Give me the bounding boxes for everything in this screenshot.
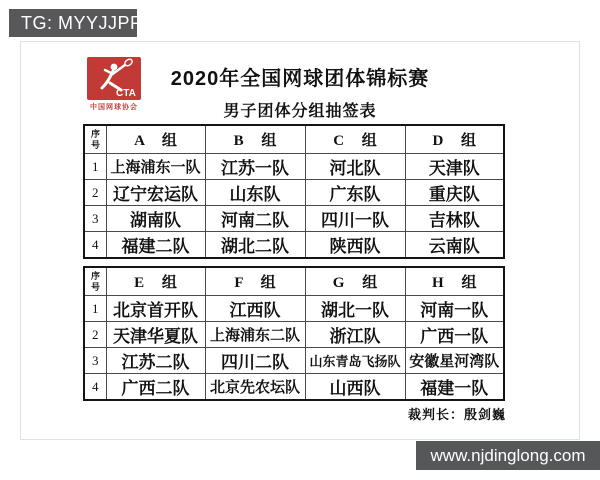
team-name: 上海浦东一队 [110, 159, 201, 176]
team-name: 四川二队 [221, 353, 289, 372]
team-cell [205, 322, 305, 348]
team-name: 安徽星河湾队 [409, 353, 500, 370]
seq-cell: 1 [84, 296, 106, 322]
team-cell [305, 180, 405, 206]
group-header-cell: E 组 [106, 267, 205, 296]
team-cell [305, 206, 405, 232]
table-row [84, 374, 504, 401]
team-cell [106, 154, 205, 180]
cta-org-name: 中国网球协会 [90, 104, 138, 111]
team-cell [405, 206, 504, 232]
team-cell [205, 348, 305, 374]
seq-header-cell: 序号 [84, 125, 106, 154]
team-cell [205, 296, 305, 322]
team-name: 上海浦东二队 [209, 327, 300, 344]
team-cell [106, 322, 205, 348]
team-cell [205, 374, 305, 401]
team-name: 天津华夏队 [113, 327, 198, 346]
team-cell [405, 374, 504, 401]
team-name: 河南二队 [221, 211, 289, 230]
team-cell [106, 296, 205, 322]
seq-cell: 3 [84, 206, 106, 232]
page-title: 2020年全国网球团体锦标赛 [170, 68, 430, 90]
team-cell [405, 296, 504, 322]
team-cell [405, 232, 504, 259]
seq-cell: 4 [84, 232, 106, 259]
team-name: 北京先农坛队 [209, 379, 300, 396]
team-name: 山西队 [329, 379, 381, 398]
seq-cell: 4 [84, 374, 106, 401]
team-cell [205, 206, 305, 232]
team-name: 浙江队 [329, 327, 381, 346]
seq-cell: 1 [84, 154, 106, 180]
team-cell [305, 374, 405, 401]
team-name: 广东队 [329, 185, 381, 204]
seq-cell: 2 [84, 322, 106, 348]
team-cell [106, 206, 205, 232]
team-cell [305, 348, 405, 374]
table-row [84, 206, 504, 232]
document-card [20, 41, 580, 440]
team-name: 江西队 [229, 301, 281, 320]
team-name: 湖南队 [130, 211, 181, 230]
team-cell [305, 322, 405, 348]
group-header-cell: G 组 [305, 267, 405, 296]
table-row [84, 322, 504, 348]
chief-referee-line: 裁判长：殷剑巍 [407, 407, 506, 422]
team-cell [405, 322, 504, 348]
team-cell [205, 154, 305, 180]
seq-cell: 2 [84, 180, 106, 206]
team-cell [205, 180, 305, 206]
team-name: 湖北一队 [321, 301, 389, 320]
team-name: 云南队 [428, 237, 480, 256]
group-header-cell: A 组 [106, 125, 205, 154]
team-name: 广西一队 [420, 327, 489, 346]
team-name: 陕西队 [329, 237, 381, 256]
group-header-cell: F 组 [205, 267, 305, 296]
table-row [84, 296, 504, 322]
team-name: 辽宁宏运队 [113, 185, 198, 204]
team-name: 福建一队 [420, 379, 489, 398]
team-cell [305, 232, 405, 259]
team-name: 天津队 [428, 159, 480, 178]
team-cell [205, 232, 305, 259]
team-cell [305, 154, 405, 180]
team-cell [405, 348, 504, 374]
team-cell [106, 374, 205, 401]
team-name: 江苏一队 [221, 159, 289, 178]
team-name: 广西二队 [121, 379, 190, 398]
telegram-watermark-badge: TG: MYYJJPP [9, 9, 137, 37]
draw-table-groups-a-d [83, 124, 505, 259]
team-cell [405, 180, 504, 206]
draw-table-groups-e-h [83, 266, 505, 401]
website-watermark-bar: www.njdinglong.com [416, 441, 600, 470]
page-subtitle: 男子团体分组抽签表 [223, 103, 377, 120]
group-header-cell: H 组 [405, 267, 504, 296]
team-cell [305, 296, 405, 322]
group-header-cell: B 组 [205, 125, 305, 154]
table-row [84, 154, 504, 180]
table-row [84, 232, 504, 259]
team-cell [405, 154, 504, 180]
team-cell [106, 180, 205, 206]
header-row [84, 125, 504, 154]
team-name: 江苏二队 [121, 353, 190, 372]
table-row [84, 180, 504, 206]
cta-logo-text: CTA [116, 88, 136, 99]
team-name: 吉林队 [428, 211, 480, 230]
team-name: 山东青岛飞扬队 [309, 353, 401, 369]
team-name: 福建二队 [121, 237, 190, 256]
team-name: 湖北二队 [221, 237, 289, 256]
group-header-cell: C 组 [305, 125, 405, 154]
team-name: 重庆队 [428, 185, 480, 204]
team-cell [106, 348, 205, 374]
seq-header-cell: 序号 [84, 267, 106, 296]
team-name: 河北队 [329, 159, 381, 178]
seq-cell: 3 [84, 348, 106, 374]
table-row [84, 348, 504, 374]
team-name: 四川一队 [321, 211, 389, 230]
team-name: 山东队 [229, 185, 281, 204]
team-name: 河南一队 [420, 301, 489, 320]
group-header-cell: D 组 [405, 125, 504, 154]
header-row [84, 267, 504, 296]
team-name: 北京首开队 [113, 301, 198, 320]
team-cell [106, 232, 205, 259]
